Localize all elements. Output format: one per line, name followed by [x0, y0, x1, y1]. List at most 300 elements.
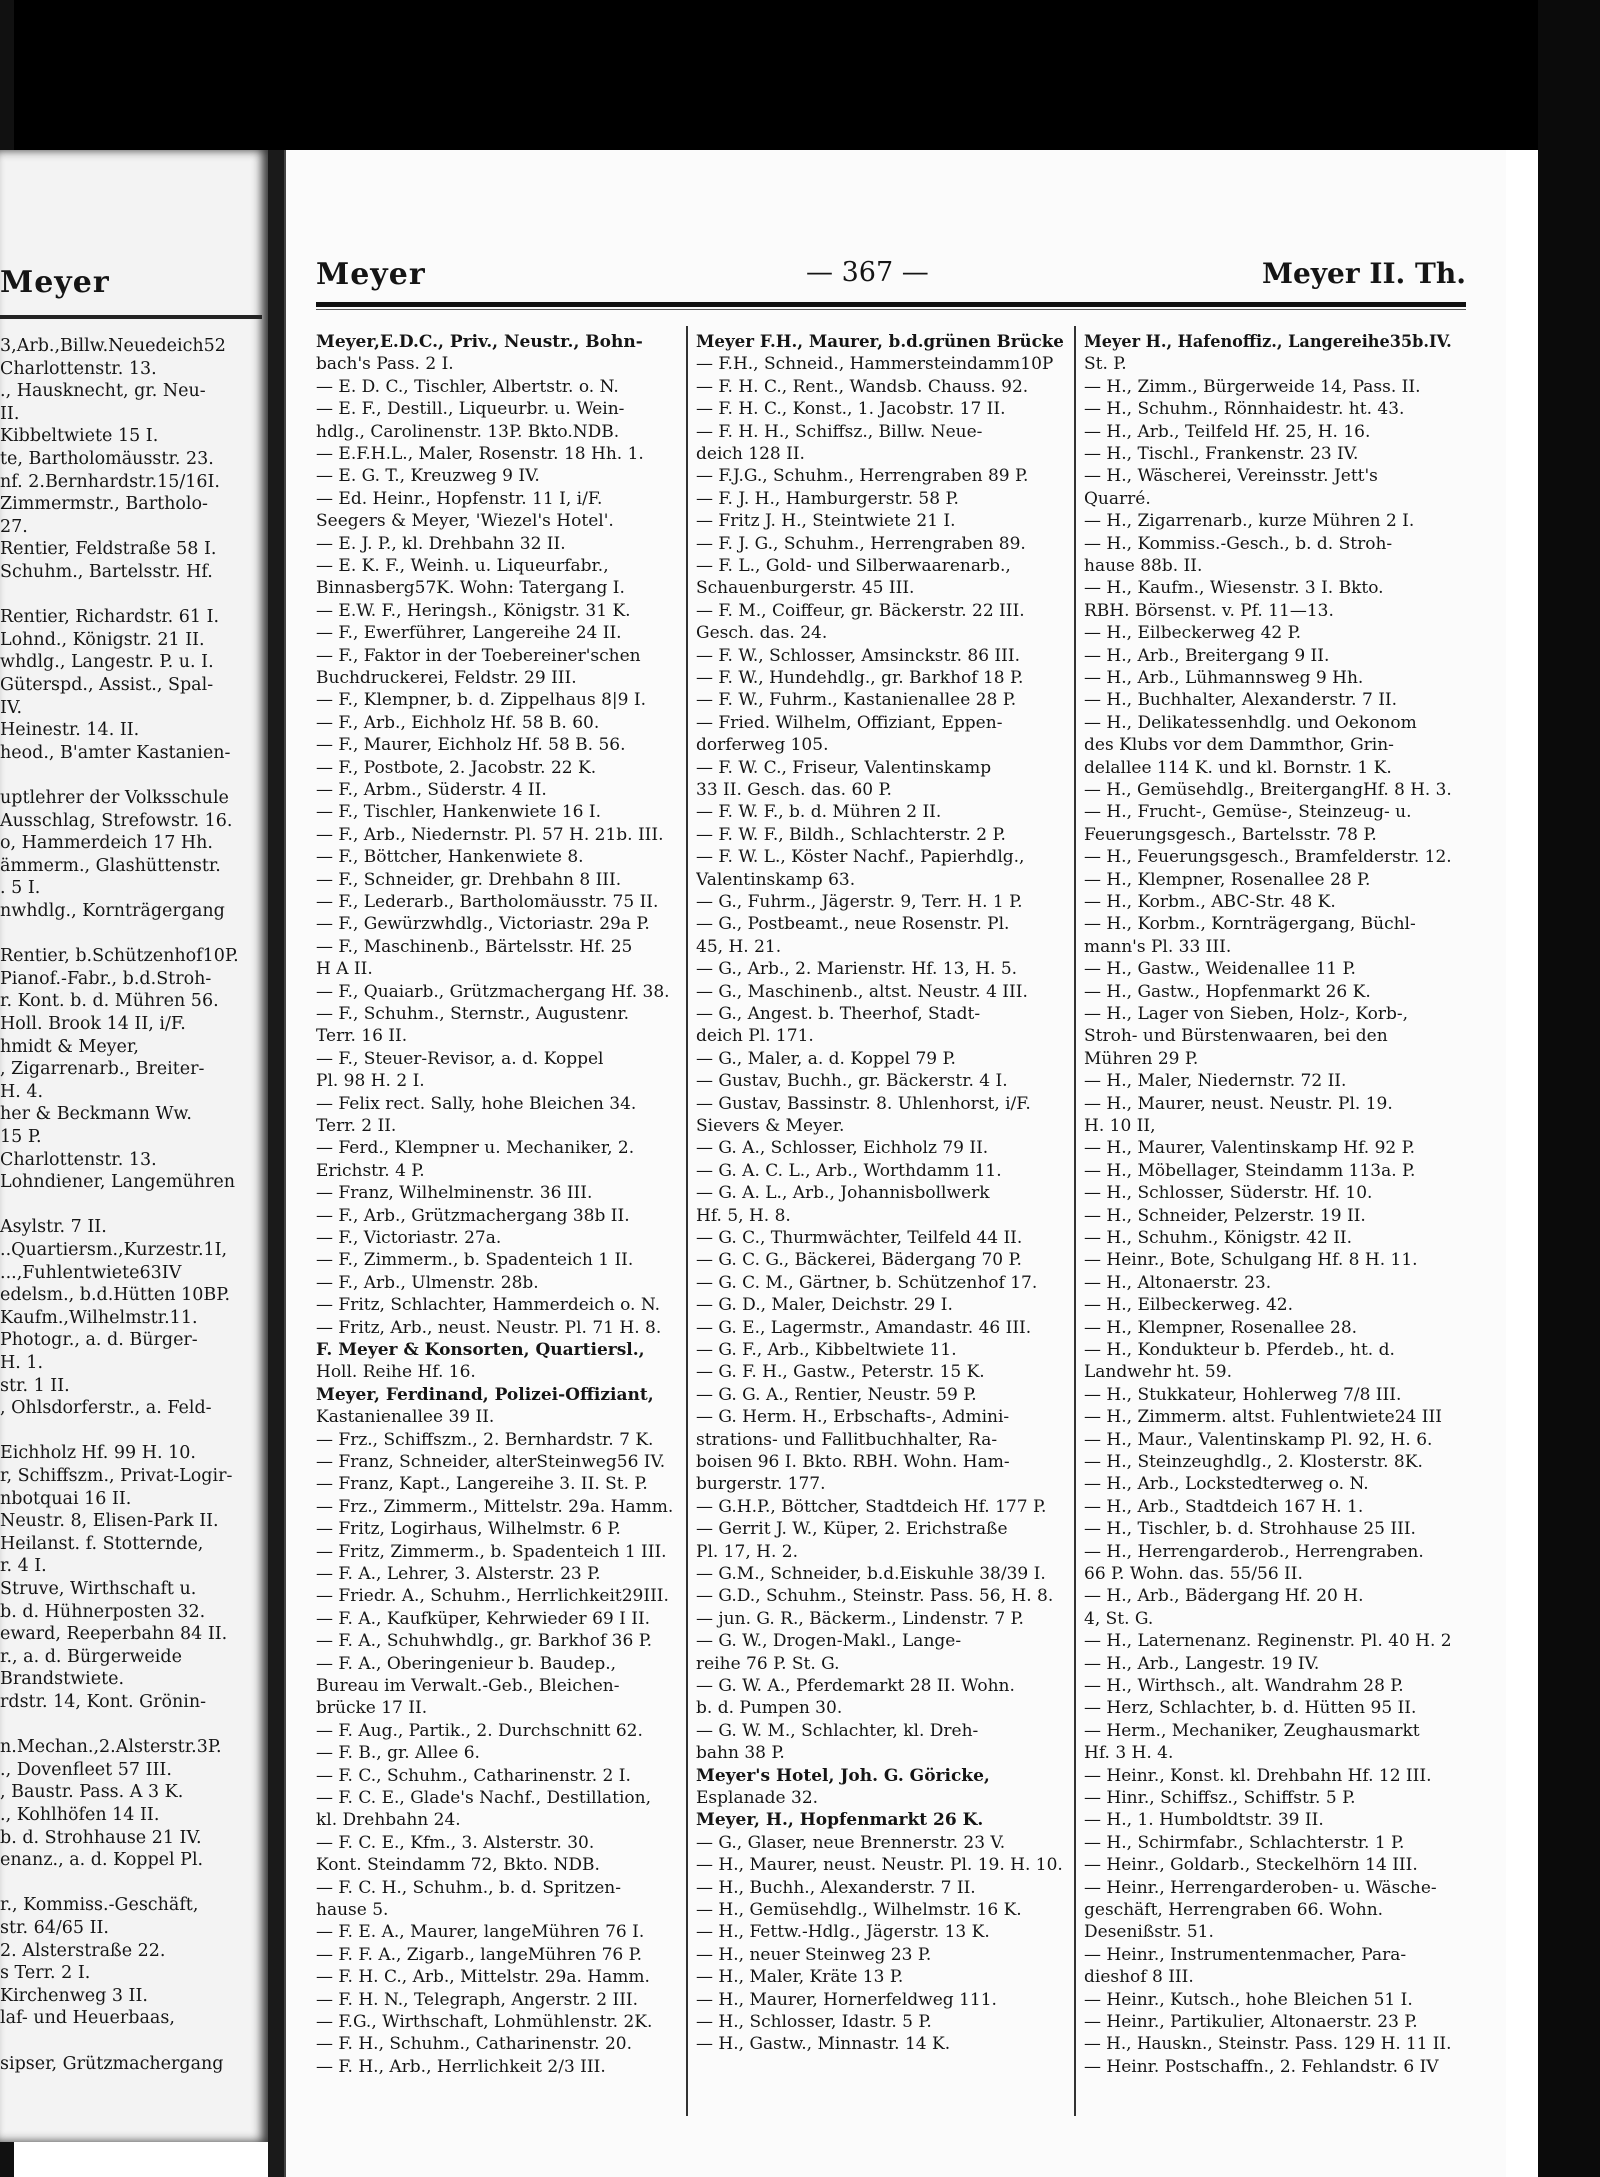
directory-entry: Meyer F.H., Maurer, b.d.grünen Brücke [696, 332, 1064, 352]
directory-entry: — F., Postbote, 2. Jacobstr. 22 K. [316, 757, 597, 778]
directory-entry: — G. W., Drogen-Makl., Lange- [696, 1631, 962, 1652]
facing-page-line: Heilanst. f. Stotternde, [0, 1533, 204, 1554]
facing-page-line: II. [0, 403, 20, 424]
facing-page-header: Meyer [0, 265, 110, 300]
directory-entry: deich 128 II. [696, 444, 805, 464]
directory-entry: RBH. Börsenst. v. Pf. 11—13. [1084, 600, 1334, 621]
directory-entry: — H., Schirmfabr., Schlachterstr. 1 P. [1084, 1832, 1405, 1853]
directory-entry: — H., Korbm., ABC-Str. 48 K. [1084, 892, 1336, 912]
facing-page-line: r., Kommiss.-Geschäft, [0, 1895, 199, 1916]
facing-page-line: ämmerm., Glashüttenstr. [0, 855, 221, 876]
directory-entry: — H., Kaufm., Wiesenstr. 3 I. Bkto. [1084, 578, 1384, 599]
facing-page-line: Kirchenweg 3 II. [0, 1985, 148, 2006]
directory-entry: — G., Postbeamt., neue Rosenstr. Pl. [696, 914, 1010, 935]
directory-entry: — F. A., Lehrer, 3. Alsterstr. 23 P. [316, 1564, 601, 1584]
directory-entry: Sievers & Meyer. [696, 1116, 845, 1136]
scan-border-right [1538, 0, 1600, 2177]
directory-entry: — F., Arb., Ulmenstr. 28b. [316, 1272, 539, 1293]
directory-entry: — Heinr. Postschaffn., 2. Fehlandstr. 6 IV [1084, 2056, 1439, 2077]
facing-page-line: Asylstr. 7 II. [0, 1217, 107, 1238]
directory-entry: — G., Maler, a. d. Koppel 79 P. [696, 1048, 956, 1069]
directory-entry: — H., Kondukteur b. Pferdeb., ht. d. [1084, 1340, 1395, 1360]
directory-entry: Meyer, H., Hopfenmarkt 26 K. [696, 1810, 984, 1831]
facing-page-left [0, 150, 268, 2142]
facing-page-line: 27. [0, 516, 28, 537]
directory-entry: — H., Gastw., Minnastr. 14 K. [696, 2034, 951, 2055]
directory-entry: Hf. 3 H. 4. [1084, 1743, 1174, 1764]
directory-entry: — Herm., Mechaniker, Zeughausmarkt [1084, 1720, 1420, 1741]
directory-entry: — G., Fuhrm., Jägerstr. 9, Terr. H. 1 P. [696, 892, 1023, 912]
directory-entry: — G.H.P., Böttcher, Stadtdeich Hf. 177 P. [696, 1496, 1047, 1517]
directory-entry: — H., Hauskn., Steinstr. Pass. 129 H. 11 II. [1084, 2034, 1452, 2055]
facing-page-line: nwhdlg., Kornträgergang [0, 901, 225, 921]
directory-entry: — F. C., Schuhm., Catharinenstr. 2 I. [316, 1765, 631, 1786]
directory-entry: — Fritz, Arb., neust. Neustr. Pl. 71 H. 8. [316, 1317, 662, 1338]
facing-page-line: Photogr., a. d. Bürger- [0, 1330, 198, 1351]
directory-entry: — F. A., Schuhwhdlg., gr. Barkhof 36 P. [316, 1631, 653, 1652]
directory-entry: Quarré. [1084, 488, 1151, 509]
facing-page-line: sipser, Grützmachergang [0, 2053, 224, 2074]
facing-page-line: r. 4 I. [0, 1556, 47, 1577]
facing-page-line: o, Hammerdeich 17 Hh. [0, 833, 213, 854]
directory-entry: Pl. 17, H. 2. [696, 1541, 798, 1562]
directory-entry: strations- und Fallitbuchhalter, Ra- [696, 1429, 998, 1450]
directory-entry: — Gustav, Bassinstr. 8. Uhlenhorst, i/F. [696, 1093, 1031, 1114]
directory-entry: St. P. [1084, 354, 1127, 375]
directory-entry: — Fritz, Zimmerm., b. Spadenteich 1 III. [316, 1541, 667, 1562]
facing-page-line: Pianof.-Fabr., b.d.Stroh- [0, 968, 212, 989]
directory-entry: — Fritz, Logirhaus, Wilhelmstr. 6 P. [316, 1519, 621, 1540]
column-2 [696, 326, 1066, 2136]
directory-entry: — H., Zimm., Bürgerweide 14, Pass. II. [1084, 376, 1421, 397]
directory-entry: — F., Arb., Grützmachergang 38b II. [316, 1205, 630, 1226]
directory-entry: — Hinr., Schiffsz., Schiffstr. 5 P. [1084, 1788, 1356, 1808]
header-rule-thin [316, 309, 1466, 310]
directory-entry: — G. W. M., Schlachter, kl. Dreh- [696, 1720, 979, 1741]
directory-entry: — Fritz J. H., Steintwiete 21 I. [696, 511, 956, 532]
directory-entry: — H., Maurer, Valentinskamp Hf. 92 P. [1084, 1138, 1416, 1159]
directory-entry: — H., Arb., Lockstedterweg o. N. [1084, 1474, 1369, 1495]
directory-entry: — H., Stukkateur, Hohlerweg 7/8 III. [1084, 1384, 1402, 1405]
directory-page [284, 150, 1506, 2177]
directory-entry: — Ed. Heinr., Hopfenstr. 11 I, i/F. [316, 488, 603, 509]
directory-entry: — F. E. A., Maurer, langeMühren 76 I. [316, 1922, 645, 1943]
directory-entry: — Franz, Kapt., Langereihe 3. II. St. P. [316, 1474, 648, 1495]
directory-entry: — H., Fettw.-Hdlg., Jägerstr. 13 K. [696, 1922, 990, 1943]
facing-page-line: laf- und Heuerbaas, [0, 2008, 175, 2029]
directory-entry: — H., Maurer, neust. Neustr. Pl. 19. [1084, 1093, 1393, 1114]
directory-entry: hause 88b. II. [1084, 556, 1203, 576]
facing-page-line: Eichholz Hf. 99 H. 10. [0, 1443, 196, 1464]
facing-page-line: edelsm., b.d.Hütten 10BP. [0, 1285, 231, 1306]
directory-entry: reihe 76 P. St. G. [696, 1653, 840, 1674]
directory-entry: — H., 1. Humboldtstr. 39 II. [1084, 1810, 1324, 1831]
facing-page-line: b. d. Strohhause 21 IV. [0, 1827, 202, 1848]
directory-entry: — H., Delikatessenhdlg. und Oekonom [1084, 712, 1417, 733]
directory-entry: 4, St. G. [1084, 1608, 1154, 1629]
directory-entry: — G.M., Schneider, b.d.Eiskuhle 38/39 I. [696, 1564, 1046, 1584]
directory-entry: — F. W., Fuhrm., Kastanienallee 28 P. [696, 690, 1017, 711]
facing-page-line: Zimmermstr., Bartholo- [0, 494, 208, 515]
facing-page-line: 15 P. [0, 1127, 42, 1147]
directory-entry: 66 P. Wohn. das. 55/56 II. [1084, 1564, 1303, 1584]
directory-entry: bach's Pass. 2 I. [316, 354, 454, 375]
directory-entry: — G.D., Schuhm., Steinstr. Pass. 56, H. 8. [696, 1586, 1054, 1607]
directory-entry: — F. W. F., Bildh., Schlachterstr. 2 P. [696, 824, 1006, 845]
directory-entry: — H., Kommiss.-Gesch., b. d. Stroh- [1084, 533, 1393, 554]
directory-entry: — F. H., Schuhm., Catharinenstr. 20. [316, 2034, 632, 2055]
directory-entry: — H., Schlosser, Süderstr. Hf. 10. [1084, 1183, 1373, 1204]
directory-entry: — E. K. F., Weinh. u. Liqueurfabr., [316, 556, 609, 576]
column-divider [686, 326, 688, 2116]
directory-entry: — G., Glaser, neue Brennerstr. 23 V. [696, 1832, 1006, 1853]
facing-page-line: nbotquai 16 II. [0, 1488, 132, 1509]
facing-page-line: Holl. Brook 14 II, i/F. [0, 1014, 186, 1034]
facing-page-line: , Baustr. Pass. A 3 K. [0, 1782, 184, 1803]
directory-entry: — H., Altonaerstr. 23. [1084, 1272, 1272, 1293]
directory-entry: — Heinr., Bote, Schulgang Hf. 8 H. 11. [1084, 1250, 1418, 1271]
directory-entry: — H., Arb., Breitergang 9 II. [1084, 645, 1330, 666]
directory-entry: F. Meyer & Konsorten, Quartiersl., [316, 1340, 645, 1360]
directory-entry: — F., Lederarb., Bartholomäusstr. 75 II. [316, 892, 659, 912]
directory-entry: — H., Arb., Stadtdeich 167 H. 1. [1084, 1496, 1364, 1517]
facing-page-line: ., Hausknecht, gr. Neu- [0, 381, 206, 402]
directory-entry: — G. A. L., Arb., Johannisbollwerk [696, 1183, 990, 1204]
directory-entry: 33 II. Gesch. das. 60 P. [696, 780, 892, 800]
directory-entry: Terr. 2 II. [316, 1116, 397, 1136]
directory-entry: — F. H. N., Telegraph, Angerstr. 2 III. [316, 1989, 639, 2010]
directory-entry: — H., Feuerungsgesch., Bramfelderstr. 12. [1084, 847, 1452, 868]
facing-page-line: ., Kohlhöfen 14 II. [0, 1805, 160, 1825]
running-head-left: Meyer [316, 257, 426, 292]
directory-entry: — Franz, Schneider, alterSteinweg56 IV. [316, 1452, 666, 1472]
directory-entry: — H., Buchh., Alexanderstr. 7 II. [696, 1877, 976, 1898]
directory-entry: H. 10 II, [1084, 1116, 1156, 1136]
facing-page-line: heod., B'amter Kastanien- [0, 742, 231, 763]
directory-entry: Kastanienallee 39 II. [316, 1407, 495, 1428]
directory-entry: — F., Arb., Niedernstr. Pl. 57 H. 21b. III. [316, 824, 664, 845]
facing-page-line: Lohndiener, Langemühren [0, 1172, 236, 1193]
directory-entry: — H., Laternenanz. Reginenstr. Pl. 40 H. 2 [1084, 1631, 1452, 1652]
directory-entry: Schauenburgerstr. 45 III. [696, 578, 915, 599]
directory-entry: — H., Eilbeckerweg. 42. [1084, 1295, 1294, 1316]
facing-page-line: hmidt & Meyer, [0, 1036, 139, 1057]
page-number: — 367 — [806, 257, 929, 288]
facing-page-line: ..Quartiersm.,Kurzestr.1I, [0, 1240, 228, 1260]
directory-entry: — F. H. H., Schiffsz., Billw. Neue- [696, 421, 983, 442]
directory-entry: — F. H. C., Arb., Mittelstr. 29a. Hamm. [316, 1967, 650, 1988]
directory-entry: Seegers & Meyer, 'Wiezel's Hotel'. [316, 511, 614, 532]
directory-entry: dieshof 8 III. [1084, 1967, 1194, 1988]
directory-entry: — Gerrit J. W., Küper, 2. Erichstraße [696, 1519, 1008, 1540]
directory-entry: Terr. 16 II. [316, 1026, 408, 1047]
directory-entry: — Heinr., Partikulier, Altonaerstr. 23 P. [1084, 2012, 1418, 2032]
directory-entry: Valentinskamp 63. [696, 869, 856, 890]
facing-page-line: str. 64/65 II. [0, 1918, 109, 1938]
facing-page-line: rdstr. 14, Kont. Grönin- [0, 1692, 207, 1712]
facing-page-line: uptlehrer der Volksschule [0, 788, 229, 808]
directory-entry: burgerstr. 177. [696, 1474, 826, 1495]
directory-entry: — G. C., Thurmwächter, Teilfeld 44 II. [696, 1228, 1023, 1248]
directory-entry: — F., Zimmerm., b. Spadenteich 1 II. [316, 1250, 634, 1271]
facing-page-line: Rentier, Feldstraße 58 I. [0, 539, 217, 560]
directory-entry: — H., Möbellager, Steindamm 113a. P. [1084, 1160, 1416, 1181]
directory-entry: — F., Tischler, Hankenwiete 16 I. [316, 802, 602, 823]
directory-entry: — H., Buchhalter, Alexanderstr. 7 II. [1084, 690, 1398, 711]
directory-entry: Buchdruckerei, Feldstr. 29 III. [316, 668, 577, 688]
directory-entry: — F. F. A., Zigarb., langeMühren 76 P. [316, 1944, 643, 1965]
facing-page-line: , Zigarrenarb., Breiter- [0, 1059, 205, 1080]
directory-entry: deich Pl. 171. [696, 1026, 814, 1047]
directory-entry: — E. J. P., kl. Drehbahn 32 II. [316, 533, 566, 554]
directory-entry: — F. W., Schlosser, Amsinckstr. 86 III. [696, 645, 1020, 666]
facing-page-line: Rentier, Richardstr. 61 I. [0, 607, 220, 628]
directory-entry: — Gustav, Buchh., gr. Bäckerstr. 4 I. [696, 1071, 1008, 1092]
directory-entry: — H., Frucht-, Gemüse-, Steinzeug- u. [1084, 802, 1412, 823]
directory-entry: — F., Steuer-Revisor, a. d. Koppel [316, 1048, 604, 1069]
column-divider [1074, 326, 1076, 2116]
directory-entry: — F. W. L., Köster Nachf., Papierhdlg., [696, 847, 1025, 868]
directory-entry: Meyer's Hotel, Joh. G. Göricke, [696, 1765, 990, 1786]
directory-entry: — G., Arb., 2. Marienstr. Hf. 13, H. 5. [696, 959, 1018, 980]
facing-page-line: 3,Arb.,Billw.Neuedeich52 [0, 336, 226, 356]
facing-page-line: Lohnd., Königstr. 21 II. [0, 629, 205, 650]
column-3 [1084, 326, 1454, 2136]
directory-entry: — F. H., Arb., Herrlichkeit 2/3 III. [316, 2056, 606, 2077]
directory-entry: geschäft, Herrengraben 66. Wohn. [1084, 1900, 1384, 1920]
directory-entry: — F., Faktor in der Toebereiner'schen [316, 645, 641, 666]
directory-entry: — F. C. H., Schuhm., b. d. Spritzen- [316, 1877, 621, 1898]
directory-entry: b. d. Pumpen 30. [696, 1698, 843, 1719]
directory-entry: — H., Wäscherei, Vereinsstr. Jett's [1084, 466, 1378, 487]
directory-entry: Meyer, Ferdinand, Polizei-Offiziant, [316, 1384, 654, 1405]
directory-entry: Desenißstr. 51. [1084, 1922, 1214, 1943]
directory-entry: mann's Pl. 33 III. [1084, 936, 1232, 957]
directory-entry: Kont. Steindamm 72, Bkto. NDB. [316, 1855, 600, 1876]
directory-entry: — H., Zimmerm. altst. Fuhlentwiete24 III [1084, 1407, 1442, 1428]
facing-page-line: Kibbeltwiete 15 I. [0, 426, 159, 447]
column-1 [316, 326, 686, 2136]
facing-page-line: Schuhm., Bartelsstr. Hf. [0, 562, 213, 582]
directory-entry: — H., Klempner, Rosenallee 28. [1084, 1317, 1358, 1338]
facing-page-line: r, Schiffszm., Privat-Logir- [0, 1466, 233, 1486]
directory-entry: — H., Korbm., Kornträgergang, Büchl- [1084, 914, 1416, 935]
directory-entry: — F., Klempner, b. d. Zippelhaus 8|9 I. [316, 690, 646, 711]
directory-entry: — Frz., Zimmerm., Mittelstr. 29a. Hamm. [316, 1496, 674, 1517]
facing-page-line: IV. [0, 697, 23, 718]
directory-entry: — E. F., Destill., Liqueurbr. u. Wein- [316, 399, 625, 420]
facing-page-line: r. Kont. b. d. Mühren 56. [0, 991, 219, 1012]
directory-entry: — F. W. F., b. d. Mühren 2 II. [696, 802, 942, 823]
directory-entry: — Fried. Wilhelm, Offiziant, Eppen- [696, 712, 1003, 733]
directory-entry: — F. L., Gold- und Silberwaarenarb., [696, 556, 1011, 576]
directory-entry: Holl. Reihe Hf. 16. [316, 1362, 476, 1383]
directory-entry: — F. W. C., Friseur, Valentinskamp [696, 757, 992, 778]
facing-page-line: r., a. d. Bürgerweide [0, 1646, 182, 1667]
facing-page-line: te, Bartholomäusstr. 23. [0, 449, 214, 469]
directory-entry: — H., neuer Steinweg 23 P. [696, 1944, 932, 1965]
directory-entry: — Heinr., Instrumentenmacher, Para- [1084, 1944, 1407, 1965]
directory-entry: Stroh- und Bürstenwaaren, bei den [1084, 1026, 1388, 1047]
facing-page-line: , Ohlsdorferstr., a. Feld- [0, 1398, 212, 1419]
directory-entry: — H., Arb., Bädergang Hf. 20 H. [1084, 1586, 1364, 1607]
directory-entry: — H., Maur., Valentinskamp Pl. 92, H. 6. [1084, 1429, 1433, 1450]
facing-page-line: H. 4. [0, 1081, 44, 1102]
scan-border-top [0, 0, 1600, 150]
directory-entry: — F. H. C., Rent., Wandsb. Chauss. 92. [696, 376, 1029, 397]
directory-entry: — G. G. A., Rentier, Neustr. 59 P. [696, 1384, 977, 1405]
directory-entry: Pl. 98 H. 2 I. [316, 1071, 425, 1092]
directory-entry: dorferweg 105. [696, 735, 829, 756]
directory-entry: — F., Schneider, gr. Drehbahn 8 III. [316, 869, 622, 890]
facing-page-line: enanz., a. d. Koppel Pl. [0, 1850, 204, 1871]
directory-entry: boisen 96 I. Bkto. RBH. Wohn. Ham- [696, 1452, 1010, 1472]
facing-page-line: ., Dovenfleet 57 III. [0, 1759, 172, 1780]
facing-page-line: Ausschlag, Strefowstr. 16. [0, 810, 233, 831]
facing-page-line: Rentier, b.Schützenhof10P. [0, 946, 239, 967]
directory-entry: — G. C. M., Gärtner, b. Schützenhof 17. [696, 1272, 1038, 1293]
directory-entry: — H., Tischler, b. d. Strohhause 25 III. [1084, 1519, 1416, 1540]
directory-entry: — F. Aug., Partik., 2. Durchschnitt 62. [316, 1720, 643, 1741]
directory-entry: H A II. [316, 959, 373, 980]
directory-entry: — H., Lager von Sieben, Holz-, Korb-, [1084, 1004, 1409, 1024]
directory-entry: — G. F. H., Gastw., Peterstr. 15 K. [696, 1362, 985, 1383]
directory-entry: — F. H. C., Konst., 1. Jacobstr. 17 II. [696, 399, 1006, 420]
facing-page-line: Neustr. 8, Elisen-Park II. [0, 1511, 219, 1532]
directory-entry: — H., Eilbeckerweg 42 P. [1084, 623, 1302, 644]
directory-entry: — H., Maler, Kräte 13 P. [696, 1967, 904, 1988]
directory-entry: — G. A., Schlosser, Eichholz 79 II. [696, 1138, 989, 1159]
directory-entry: Landwehr ht. 59. [1084, 1362, 1232, 1383]
directory-entry: — H., Schuhm., Königstr. 42 II. [1084, 1228, 1353, 1248]
directory-entry: — F.G., Wirthschaft, Lohmühlenstr. 2K. [316, 2012, 653, 2032]
page-header [316, 257, 1466, 297]
directory-entry: — H., Schneider, Pelzerstr. 19 II. [1084, 1205, 1366, 1226]
directory-entry: Mühren 29 P. [1084, 1048, 1199, 1069]
directory-entry: Erichstr. 4 P. [316, 1160, 425, 1181]
directory-entry: — H., Arb., Langestr. 19 IV. [1084, 1653, 1320, 1674]
facing-page-line: eward, Reeperbahn 84 II. [0, 1624, 228, 1645]
directory-entry: — F., Arb., Eichholz Hf. 58 B. 60. [316, 712, 600, 733]
directory-entry: — F.J.G., Schuhm., Herrengraben 89 P. [696, 466, 1029, 487]
facing-page-line: her & Beckmann Ww. [0, 1104, 192, 1125]
facing-page-line: b. d. Hühnerposten 32. [0, 1601, 206, 1622]
directory-entry: delallee 114 K. und kl. Bornstr. 1 K. [1084, 757, 1392, 778]
directory-entry: — H., Schuhm., Rönnhaidestr. ht. 43. [1084, 399, 1405, 420]
directory-entry: — H., Schlosser, Idastr. 5 P. [696, 2012, 932, 2032]
directory-entry: — G. D., Maler, Deichstr. 29 I. [696, 1295, 953, 1316]
directory-entry: kl. Drehbahn 24. [316, 1810, 461, 1831]
directory-entry: — H., Arb., Teilfeld Hf. 25, H. 16. [1084, 421, 1371, 442]
facing-page-line: . 5 I. [0, 878, 41, 899]
directory-entry: — H., Gastw., Hopfenmarkt 26 K. [1084, 981, 1371, 1002]
directory-entry: — G. Herm. H., Erbschafts-, Admini- [696, 1407, 1010, 1428]
facing-page-line: 2. Alsterstraße 22. [0, 1940, 166, 1961]
directory-entry: — G. F., Arb., Kibbeltwiete 11. [696, 1340, 957, 1360]
directory-entry: — G., Maschinenb., altst. Neustr. 4 III. [696, 981, 1028, 1002]
directory-entry: — H., Gemüsehdlg., BreitergangHf. 8 H. 3. [1084, 780, 1452, 800]
directory-entry: — H., Gemüsehdlg., Wilhelmstr. 16 K. [696, 1900, 1022, 1920]
facing-page-line: Struve, Wirthschaft u. [0, 1579, 197, 1599]
directory-entry: — H., Gastw., Weidenallee 11 P. [1084, 959, 1356, 980]
directory-entry: — F., Maschinenb., Bärtelsstr. Hf. 25 [316, 936, 633, 957]
directory-entry: — F.H., Schneid., Hammersteindamm10P [696, 354, 1054, 375]
facing-page-line: H. 1. [0, 1353, 44, 1373]
directory-entry: — F. J. G., Schuhm., Herrengraben 89. [696, 533, 1026, 554]
directory-entry: 45, H. 21. [696, 936, 782, 957]
directory-entry: — Felix rect. Sally, hohe Bleichen 34. [316, 1093, 637, 1114]
directory-entry: Hf. 5, H. 8. [696, 1205, 791, 1226]
directory-entry: — F., Victoriastr. 27a. [316, 1228, 502, 1248]
directory-entry: brücke 17 II. [316, 1698, 428, 1719]
directory-entry: — F., Gewürzwhdlg., Victoriastr. 29a P. [316, 914, 650, 935]
directory-entry: hause 5. [316, 1900, 389, 1920]
directory-entry: bahn 38 P. [696, 1743, 785, 1764]
facing-page-line: str. 1 II. [0, 1375, 70, 1396]
directory-entry: — Herz, Schlachter, b. d. Hütten 95 II. [1084, 1698, 1417, 1719]
directory-entry: — H., Klempner, Rosenallee 28 P. [1084, 869, 1371, 890]
directory-entry: — Heinr., Kutsch., hohe Bleichen 51 I. [1084, 1989, 1413, 2010]
directory-entry: — E. D. C., Tischler, Albertstr. o. N. [316, 376, 619, 397]
facing-page-line: Charlottenstr. 13. [0, 358, 157, 379]
facing-page-line: Brandstwiete. [0, 1669, 125, 1690]
facing-page-line: Heinestr. 14. II. [0, 720, 140, 741]
directory-entry: Feuerungsgesch., Bartelsstr. 78 P. [1084, 824, 1377, 845]
directory-entry: — F. C. E., Kfm., 3. Alsterstr. 30. [316, 1832, 595, 1853]
directory-entry: — Franz, Wilhelminenstr. 36 III. [316, 1183, 593, 1204]
directory-entry: — Friedr. A., Schuhm., Herrlichkeit29III. [316, 1586, 669, 1607]
directory-entry: — Frz., Schiffszm., 2. Bernhardstr. 7 K. [316, 1429, 654, 1450]
directory-entry: Binnasberg57K. Wohn: Tatergang I. [316, 578, 625, 599]
directory-entry: — E. G. T., Kreuzweg 9 IV. [316, 466, 540, 487]
directory-entry: — F. C. E., Glade's Nachf., Destillation, [316, 1788, 652, 1808]
directory-entry: — Ferd., Klempner u. Mechaniker, 2. [316, 1138, 635, 1159]
facing-page-line: s Terr. 2 I. [0, 1963, 91, 1984]
directory-entry: — F. A., Oberingenieur b. Baudep., [316, 1653, 617, 1674]
directory-entry: — F., Ewerführer, Langereihe 24 II. [316, 623, 622, 644]
directory-entry: — F., Maurer, Eichholz Hf. 58 B. 56. [316, 735, 626, 756]
directory-entry: — F., Quaiarb., Grützmachergang Hf. 38. [316, 981, 670, 1002]
directory-entry: — F. M., Coiffeur, gr. Bäckerstr. 22 III. [696, 600, 1025, 621]
facing-page-line: ...,Fuhlentwiete63IV [0, 1262, 182, 1283]
directory-entry: Gesch. das. 24. [696, 623, 828, 644]
facing-page-line: Kaufm.,Wilhelmstr.11. [0, 1307, 198, 1328]
facing-page-line: Charlottenstr. 13. [0, 1149, 157, 1170]
directory-entry: — H., Maurer, Hornerfeldweg 111. [696, 1989, 997, 2010]
directory-entry: — F. A., Kaufküper, Kehrwieder 69 I II. [316, 1608, 651, 1629]
directory-entry: — H., Herrengarderob., Herrengraben. [1084, 1541, 1424, 1562]
directory-entry: Bureau im Verwalt.-Geb., Bleichen- [316, 1676, 620, 1696]
facing-page-line: nf. 2.Bernhardstr.15/16I. [0, 471, 220, 492]
facing-page-line: Güterspd., Assist., Spal- [0, 675, 214, 695]
directory-entry: — H., Tischl., Frankenstr. 23 IV. [1084, 444, 1359, 464]
directory-entry: — H., Maler, Niedernstr. 72 II. [1084, 1071, 1347, 1092]
directory-entry: — F. J. H., Hamburgerstr. 58 P. [696, 488, 959, 509]
directory-entry: — G. A. C. L., Arb., Worthdamm 11. [696, 1160, 1002, 1181]
directory-entry: — F., Schuhm., Sternstr., Augustenr. [316, 1004, 630, 1024]
directory-entry: Meyer H., Hafenoffiz., Langereihe35b.IV. [1084, 332, 1452, 352]
directory-entry: Meyer,E.D.C., Priv., Neustr., Bohn- [316, 332, 643, 352]
directory-entry: — H., Arb., Lühmannsweg 9 Hh. [1084, 668, 1364, 688]
facing-page-line: whdlg., Langestr. P. u. I. [0, 652, 214, 673]
directory-entry: — E.W. F., Heringsh., Königstr. 31 K. [316, 600, 631, 621]
directory-entry: — H., Steinzeughdlg., 2. Klosterstr. 8K. [1084, 1452, 1423, 1472]
directory-entry: — Fritz, Schlachter, Hammerdeich o. N. [316, 1295, 661, 1316]
directory-entry: Esplanade 32. [696, 1788, 819, 1808]
directory-entry: — F., Böttcher, Hankenwiete 8. [316, 847, 584, 868]
header-rule [316, 302, 1466, 307]
directory-entry: — H., Maurer, neust. Neustr. Pl. 19. H. 10. [696, 1855, 1063, 1876]
